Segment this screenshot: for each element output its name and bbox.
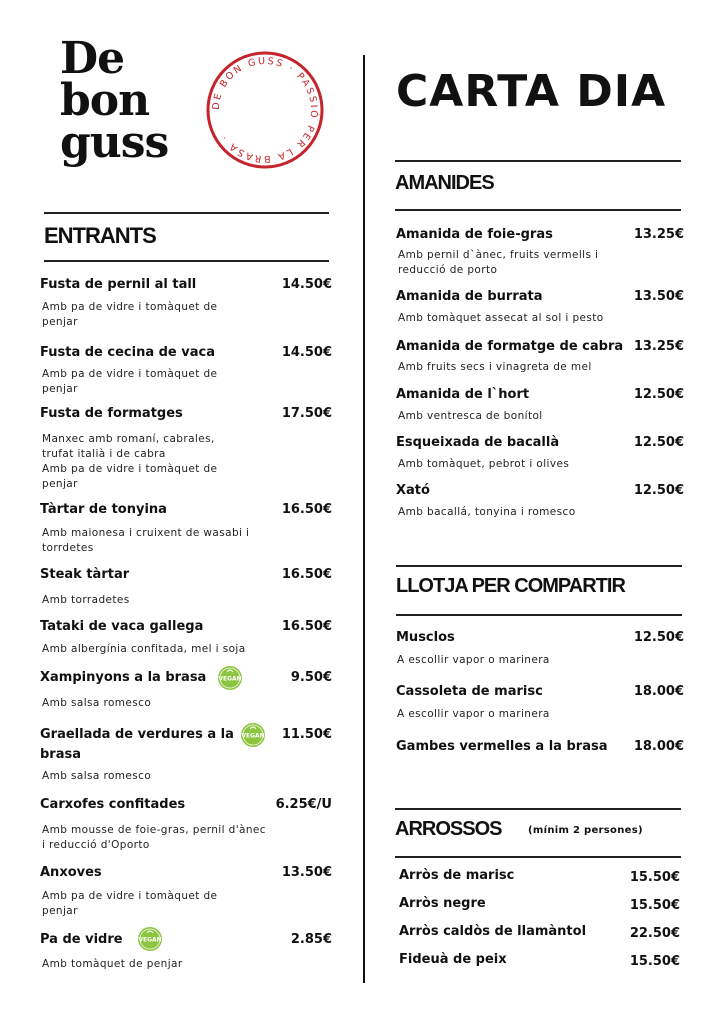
svg-text:VEGAN: VEGAN xyxy=(218,675,242,683)
menu-item-price: 16.50€ xyxy=(281,619,332,634)
menu-item-price: 22.50€ xyxy=(629,926,680,941)
menu-item-price: 18.00€ xyxy=(633,684,684,699)
menu-item-name-continued: brasa xyxy=(40,747,81,762)
menu-item-name: Pa de vidre xyxy=(40,932,123,947)
menu-item-name: Gambes vermelles a la brasa xyxy=(396,739,608,754)
svg-text:VEGAN: VEGAN xyxy=(241,732,265,740)
section-rule xyxy=(396,614,682,616)
menu-item-desc: Amb tomàquet de penjar xyxy=(42,958,183,970)
svg-text:VEGAN: VEGAN xyxy=(138,936,162,944)
menu-item-price: 14.50€ xyxy=(281,345,332,360)
menu-item-price: 15.50€ xyxy=(629,954,680,969)
menu-item-price: 12.50€ xyxy=(633,483,684,498)
menu-item-name: Amanida de formatge de cabra xyxy=(396,339,624,354)
menu-item-price: 11.50€ xyxy=(281,727,332,742)
menu-item-name: Xató xyxy=(396,483,430,498)
section-title-entrants: ENTRANTS xyxy=(44,223,156,248)
menu-item-name: Amanida de burrata xyxy=(396,289,543,304)
menu-item-name: Esqueixada de bacallà xyxy=(396,435,560,450)
section-rule xyxy=(396,565,682,567)
menu-item-name: Musclos xyxy=(396,630,455,645)
menu-item-price: 12.50€ xyxy=(633,630,684,645)
menu-item-name: Arròs negre xyxy=(399,896,486,911)
section-title-amanides: AMANIDES xyxy=(395,172,494,194)
column-divider xyxy=(363,55,365,983)
stamp-logo-icon xyxy=(197,50,333,170)
menu-item-name: Fusta de formatges xyxy=(40,406,183,421)
menu-item-name: Fusta de pernil al tall xyxy=(40,277,197,292)
page-title: CARTA DIA xyxy=(396,66,667,117)
menu-item-name: Xampinyons a la brasa xyxy=(40,670,207,685)
menu-item-price: 15.50€ xyxy=(629,898,680,913)
vegan-badge-icon xyxy=(135,926,165,952)
section-rule xyxy=(395,209,681,211)
menu-item-price: 15.50€ xyxy=(629,870,680,885)
section-rule xyxy=(44,260,329,262)
menu-item-desc: Amb pa de vidre i tomàquet de penjar xyxy=(42,368,218,395)
menu-item-desc: Amb salsa romesco xyxy=(42,770,152,782)
menu-item-desc: A escollir vapor o marinera xyxy=(397,654,550,666)
menu-item-desc: Amb fruits secs i vinagreta de mel xyxy=(398,361,592,373)
menu-item-desc: Amb salsa romesco xyxy=(42,697,152,709)
menu-item-desc: Amb torradetes xyxy=(42,594,130,606)
menu-item-name: Amanida de foie-gras xyxy=(396,227,553,242)
menu-item-price: 13.50€ xyxy=(633,289,684,304)
menu-item-price: 13.25€ xyxy=(633,339,684,354)
menu-item-name: Carxofes confitades xyxy=(40,797,186,812)
menu-item-name: Arròs caldòs de llamàntol xyxy=(399,924,587,939)
logo-line: guss xyxy=(60,117,169,168)
menu-item-name: Tataki de vaca gallega xyxy=(40,619,204,634)
svg-text:DE BON GUSS · PASSIÓ PER LA BR xyxy=(211,56,320,164)
section-rule xyxy=(395,160,681,162)
menu-item-desc: A escollir vapor o marinera xyxy=(397,708,550,720)
menu-item-desc: Amb pa de vidre i tomàquet de penjar xyxy=(42,301,218,328)
menu-item-price: 12.50€ xyxy=(633,387,684,402)
menu-item-desc: Amb tomàquet assecat al sol i pesto xyxy=(398,312,604,324)
menu-item-desc: Amb pa de vidre i tomàquet de penjar xyxy=(42,890,218,917)
stamp-text: DE BON GUSS · PASSIÓ PER LA BRASA · xyxy=(210,55,320,165)
logo-line: De xyxy=(60,33,125,84)
menu-item-desc: Amb mousse de foie-gras, pernil d'ànec i reducció d'Oporto xyxy=(42,824,266,851)
menu-item-desc: Amb tomàquet, pebrot i olives xyxy=(398,458,570,470)
section-title-arrossos: ARROSSOS xyxy=(395,818,502,840)
menu-item-price: 13.25€ xyxy=(633,227,684,242)
logo-line: bon xyxy=(60,75,150,126)
menu-item-price: 9.50€ xyxy=(290,670,332,685)
menu-item-price: 16.50€ xyxy=(281,502,332,517)
menu-item-price: 13.50€ xyxy=(281,865,332,880)
menu-item-name: Graellada de verdures a la xyxy=(40,727,234,742)
menu-item-price: 16.50€ xyxy=(281,567,332,582)
menu-item-name: Fideuà de peix xyxy=(399,952,507,967)
section-rule xyxy=(44,212,329,214)
menu-item-name: Amanida de l`hort xyxy=(396,387,530,402)
section-rule xyxy=(395,856,681,858)
section-note: (mínim 2 persones) xyxy=(528,825,643,836)
section-rule xyxy=(395,808,681,810)
menu-item-price: 14.50€ xyxy=(281,277,332,292)
menu-item-desc: Amb pernil d`ànec, fruits vermells i reducció de porto xyxy=(398,249,599,276)
menu-item-price: 12.50€ xyxy=(633,435,684,450)
vegan-badge-icon xyxy=(215,665,245,691)
menu-item-desc: Amb ventresca de bonítol xyxy=(398,410,543,422)
menu-item-name: Anxoves xyxy=(40,865,102,880)
menu-item-price: 6.25€/U xyxy=(275,797,332,812)
menu-item-desc: Amb albergínia confitada, mel i soja xyxy=(42,643,246,655)
menu-item-name: Fusta de cecina de vaca xyxy=(40,345,215,360)
menu-item-price: 2.85€ xyxy=(290,932,332,947)
menu-item-desc: Manxec amb romaní, cabrales, trufat italià i de cabra Amb pa de vidre i tomàquet de penjar xyxy=(42,433,218,490)
menu-item-desc: Amb bacallá, tonyina i romesco xyxy=(398,506,576,518)
menu-item-name: Tàrtar de tonyina xyxy=(40,502,167,517)
menu-item-desc: Amb maionesa i cruixent de wasabi i torrdetes xyxy=(42,527,250,554)
menu-item-name: Arròs de marisc xyxy=(399,868,515,883)
menu-item-price: 17.50€ xyxy=(281,406,332,421)
menu-item-name: Steak tàrtar xyxy=(40,567,130,582)
menu-item-name: Cassoleta de marisc xyxy=(396,684,543,699)
section-title-llotja: LLOTJA PER COMPARTIR xyxy=(396,575,625,597)
menu-item-price: 18.00€ xyxy=(633,739,684,754)
logo-wordmark xyxy=(60,33,169,168)
